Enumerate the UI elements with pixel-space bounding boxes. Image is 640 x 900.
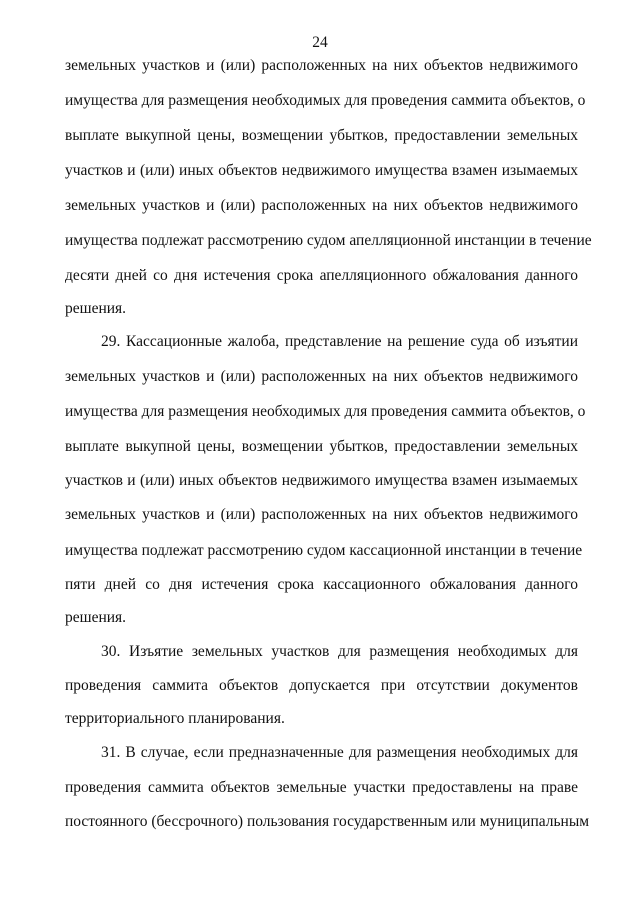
text-line: выплате выкупной цены, возмещении убытков, предоставлении земельных xyxy=(65,127,578,144)
text-line: земельных участков и (или) расположенных на них объектов недвижимого xyxy=(65,368,578,385)
text-line: пяти дней со дня истечения срока кассационного обжалования данного xyxy=(65,576,578,593)
paragraph-30-first-line: 30. Изъятие земельных участков для размещения необходимых для xyxy=(101,643,578,660)
paragraph-29-first-line: 29. Кассационные жалоба, представление на решение суда об изъятии xyxy=(101,333,578,350)
text-line: проведения саммита объектов допускается при отсутствии документов xyxy=(65,677,578,694)
text-line: территориального планирования. xyxy=(65,710,285,727)
text-line: земельных участков и (или) расположенных на них объектов недвижимого xyxy=(65,197,578,214)
text-line: участков и (или) иных объектов недвижимого имущества взамен изымаемых xyxy=(65,472,578,489)
text-line: имущества подлежат рассмотрению судом апелляционной инстанции в течение xyxy=(65,232,592,249)
text-line: имущества для размещения необходимых для проведения саммита объектов, о xyxy=(65,403,586,420)
text-line: земельных участков и (или) расположенных на них объектов недвижимого xyxy=(65,57,578,74)
text-line: решения. xyxy=(65,609,127,626)
text-line: имущества подлежат рассмотрению судом кассационной инстанции в течение xyxy=(65,542,583,559)
paragraph-31-first-line: 31. В случае, если предназначенные для размещения необходимых для xyxy=(101,744,578,761)
text-line: земельных участков и (или) расположенных на них объектов недвижимого xyxy=(65,506,578,523)
text-line: десяти дней со дня истечения срока апелляционного обжалования данного xyxy=(65,267,578,284)
page-number: 24 xyxy=(312,34,328,51)
text-line: имущества для размещения необходимых для проведения саммита объектов, о xyxy=(65,92,586,109)
text-line: проведения саммита объектов земельные участки предоставлены на праве xyxy=(65,779,578,796)
text-line: решения. xyxy=(65,300,127,317)
text-line: участков и (или) иных объектов недвижимого имущества взамен изымаемых xyxy=(65,162,578,179)
text-line: постоянного (бессрочного) пользования государственным или муниципальным xyxy=(65,813,590,830)
text-line: выплате выкупной цены, возмещении убытков, предоставлении земельных xyxy=(65,438,578,455)
